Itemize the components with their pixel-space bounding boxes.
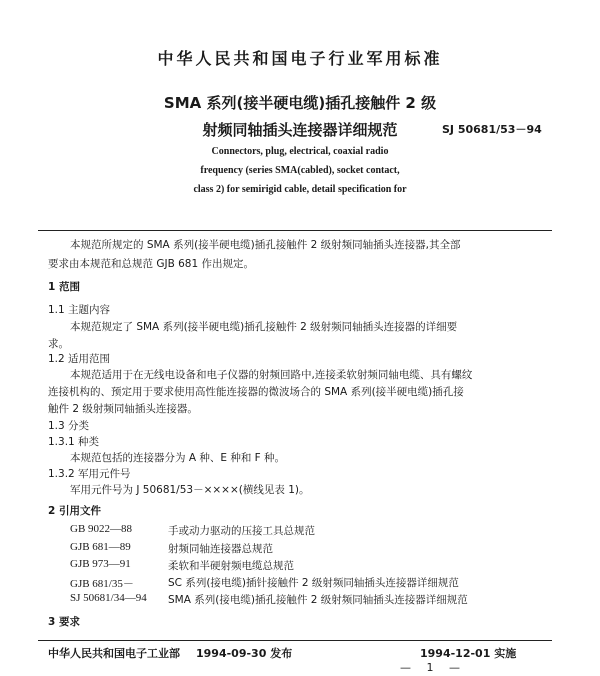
english-title-line-3: class 2) for semirigid cable, detail specification for [193,184,407,195]
section-3-heading: 3 要求 [48,616,80,628]
section-1-1-text-line-2: 求。 [48,338,69,350]
section-1-1-text-line-1: 本规范规定了 SMA 系列(接半硬电缆)插孔接触件 2 级射频同轴插头连接器的详细要 [70,321,458,333]
reference-title: 手或动力驱动的压接工具总规范 [168,525,315,537]
english-title-line-2: frequency (series SMA(cabled), socket contact, [200,165,400,176]
section-1-2-text-line-3: 触件 2 级射频同轴插头连接器。 [48,403,198,415]
issuing-organization-header: 中华人民共和国电子行业军用标准 [157,49,443,68]
section-1-2-heading: 1.2 适用范围 [48,353,111,365]
section-1-3-1-text: 本规范包括的连接器分为 A 种、E 种和 F 种。 [70,452,286,464]
section-1-3-2-heading: 1.3.2 军用元件号 [48,468,131,480]
reference-code: GB 9022—88 [70,523,133,535]
section-1-3-2-text: 军用元件号为 J 50681/53－××××(横线见表 1)。 [70,484,310,496]
header-divider [38,230,552,231]
standard-title-line-2: 射频同轴插头连接器详细规范 [202,121,398,139]
section-2-heading: 2 引用文件 [48,505,101,517]
reference-title: 射频同轴连接器总规范 [168,543,273,555]
section-1-2-text-line-1: 本规范适用于在无线电设备和电子仪器的射频回路中,连接柔软射频同轴电缆、具有螺纹 [70,369,473,381]
english-title-line-1: Connectors, plug, electrical, coaxial radio [211,146,389,157]
footer-divider [38,640,552,641]
reference-title: SMA 系列(接电缆)插孔接触件 2 级射频同轴插头连接器详细规范 [168,594,468,606]
reference-title: SC 系列(接电缆)插针接触件 2 级射频同轴插头连接器详细规范 [168,577,459,589]
section-1-2-text-line-2: 连接机构的、预定用于要求使用高性能连接器的微波场合的 SMA 系列(接半硬电缆)插孔接 [48,386,464,398]
reference-code: GJB 973—91 [70,558,131,570]
reference-code: GJB 681/35－ [70,578,134,590]
reference-title: 柔软和半硬射频电缆总规范 [168,560,294,572]
section-1-1-heading: 1.1 主题内容 [48,304,111,316]
footer-issue-date: 1994-09-30 发布 [196,647,293,660]
page-number: — 1 — [400,661,466,674]
footer-effective-date: 1994-12-01 实施 [420,647,517,660]
intro-line-2: 要求由本规范和总规范 GJB 681 作出规定。 [48,258,254,270]
intro-line-1: 本规范所规定的 SMA 系列(接半硬电缆)插孔接触件 2 级射频同轴插头连接器,其全部 [70,239,461,251]
standard-title-line-1: SMA 系列(接半硬电缆)插孔接触件 2 级 [163,94,437,112]
reference-code: SJ 50681/34—94 [70,592,147,604]
footer-issuer: 中华人民共和国电子工业部 [48,647,180,660]
standard-code: SJ 50681/53－94 [442,123,542,136]
section-1-heading: 1 范围 [48,281,80,293]
section-1-3-heading: 1.3 分类 [48,420,90,432]
section-1-3-1-heading: 1.3.1 种类 [48,436,100,448]
reference-code: GJB 681—89 [70,541,131,553]
